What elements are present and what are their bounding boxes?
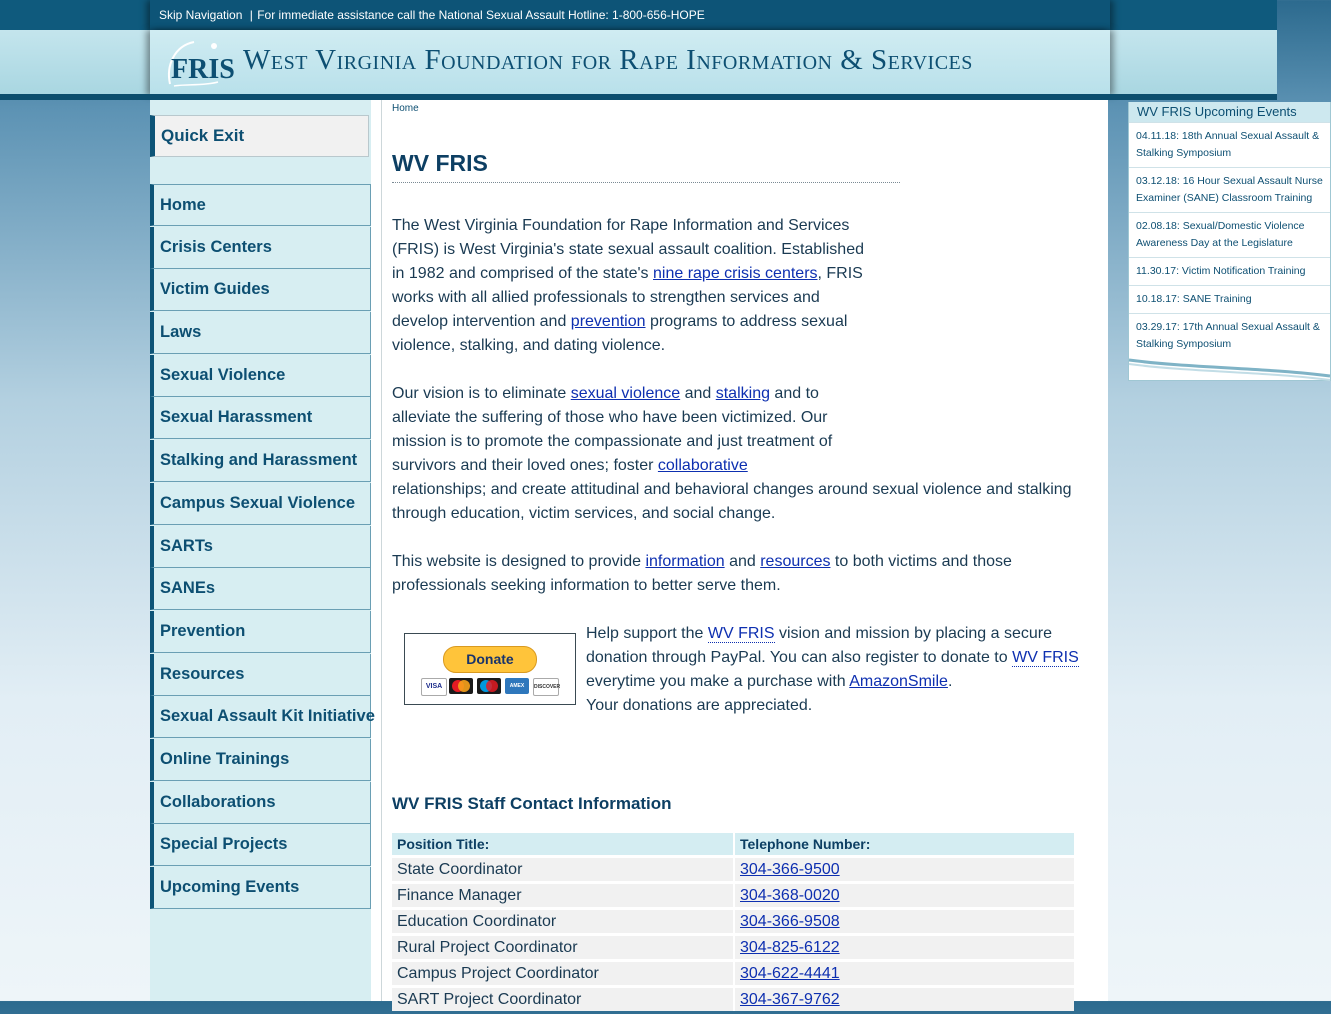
table-row [392, 858, 1074, 881]
phone-link[interactable]: 304-368-0020 [735, 884, 1074, 907]
sidebar-item-campus-sexual-violence[interactable]: Campus Sexual Violence [150, 483, 371, 525]
paypal-donate-widget [404, 633, 576, 705]
main-content [381, 100, 1323, 1008]
staff-contact-table [392, 830, 1074, 1014]
amex-card-icon: AMEX [505, 678, 529, 694]
donations-appreciated-text: Your donations are appreciated. [586, 697, 813, 714]
donate-paragraph [586, 622, 1086, 718]
sidebar-item-upcoming-events[interactable]: Upcoming Events [150, 867, 371, 909]
sidebar-item-sexual-violence[interactable]: Sexual Violence [150, 355, 371, 397]
sidebar-item-resources[interactable]: Resources [150, 654, 371, 696]
stalking-link[interactable]: stalking [715, 385, 770, 402]
hotline-text: For immediate assistance call the National Sexual Assault Hotline: 1-800-656-HOPE [257, 8, 705, 22]
breadcrumb [392, 103, 419, 114]
upcoming-events-panel [1128, 102, 1331, 381]
amazonsmile-link[interactable]: AmazonSmile [849, 673, 948, 690]
table-row [392, 988, 1074, 1011]
event-link[interactable]: 10.18.17: SANE Training [1129, 285, 1330, 313]
website-text-1: This website is designed to provide [392, 553, 646, 570]
wvfris-abbr-1[interactable]: WV FRIS [707, 625, 775, 642]
wvfris-abbr-2[interactable]: WV FRIS [1012, 649, 1079, 666]
site-header [150, 30, 1110, 96]
table-row [392, 962, 1074, 985]
top-notice-bar [150, 0, 1110, 30]
discover-card-icon: DISCOVER [533, 678, 559, 696]
maestro-card-icon [477, 678, 501, 694]
sidebar-item-sexual-harassment[interactable]: Sexual Harassment [150, 397, 371, 439]
sidebar-item-special-projects[interactable]: Special Projects [150, 824, 371, 866]
staff-table-header-row [392, 833, 1074, 855]
intro-text-1: The West Virginia Foundation for Rape Information and Services (FRIS) is West Virginia's state sexual assault coalition. Established in 1982 and comprised of the state's [392, 217, 864, 282]
sidebar-item-crisis-centers[interactable]: Crisis Centers [150, 227, 371, 269]
vision-text-2: and [680, 385, 716, 402]
sidebar-nav [150, 184, 375, 910]
position-cell: State Coordinator [392, 858, 733, 881]
phone-link[interactable]: 304-367-9762 [735, 988, 1074, 1011]
visa-card-icon: VISA [421, 678, 447, 696]
donate-text-2: vision and mission by placing a secure donation through PayPal. You can also register to donate to [586, 625, 1053, 666]
sidebar-item-prevention[interactable]: Prevention [150, 611, 371, 653]
table-row [392, 910, 1074, 933]
sidebar-item-victim-guides[interactable]: Victim Guides [150, 269, 371, 311]
phone-link[interactable]: 304-366-9508 [735, 910, 1074, 933]
sexual-violence-link[interactable]: sexual violence [570, 385, 681, 402]
position-cell: SART Project Coordinator [392, 988, 733, 1011]
sidebar-item-sanes[interactable]: SANEs [150, 568, 371, 610]
vision-text-3: and to alleviate the suffering of those who have been victimized. Our mission is to promote the compassionate and just treatment of survivors and their loved ones; foster [392, 385, 833, 474]
phone-link[interactable]: 304-366-9500 [735, 858, 1074, 881]
position-cell: Finance Manager [392, 884, 733, 907]
donate-text-1: Help support the [586, 625, 708, 642]
sidebar-item-sarts[interactable]: SARTs [150, 526, 371, 568]
sidebar-item-laws[interactable]: Laws [150, 312, 371, 354]
crisis-centers-link[interactable]: nine rape crisis centers [653, 265, 818, 282]
vision-paragraph [392, 382, 1082, 526]
mastercard-icon [449, 678, 473, 694]
breadcrumb-home-link[interactable]: Home [392, 103, 419, 114]
page-container [150, 100, 1323, 1008]
vision-text-1: Our vision is to eliminate [392, 385, 571, 402]
position-cell: Rural Project Coordinator [392, 936, 733, 959]
table-row [392, 936, 1074, 959]
sidebar [150, 100, 375, 1001]
resources-link[interactable]: resources [760, 553, 831, 570]
sidebar-item-home[interactable]: Home [150, 184, 371, 226]
separator: | [249, 8, 253, 22]
sidebar-item-stalking-and-harassment[interactable]: Stalking and Harassment [150, 440, 371, 482]
page-title: WV FRIS [392, 150, 900, 183]
website-text-2: and [724, 553, 761, 570]
fris-logo[interactable] [164, 36, 235, 90]
event-link[interactable]: 03.29.17: 17th Annual Sexual Assault & Stalking Symposium [1129, 313, 1330, 358]
event-link[interactable]: 04.11.18: 18th Annual Sexual Assault & Stalking Symposium [1129, 122, 1330, 167]
phone-link[interactable]: 304-622-4441 [735, 962, 1074, 985]
information-link[interactable]: information [645, 553, 725, 570]
phone-column-header: Telephone Number: [735, 833, 1074, 855]
logo-wordmark: FRIS [171, 54, 235, 85]
phone-link[interactable]: 304-825-6122 [735, 936, 1074, 959]
site-title: West Virginia Foundation for Rape Information & Services [243, 44, 973, 76]
intro-text-3: programs to address sexual violence, stalking, and dating violence. [392, 313, 848, 354]
position-cell: Education Coordinator [392, 910, 733, 933]
website-paragraph [392, 550, 1032, 598]
events-panel-curve [1129, 358, 1330, 380]
intro-paragraph [392, 214, 870, 358]
paypal-donate-button[interactable]: Donate [443, 646, 537, 673]
donate-text-4: . [947, 673, 953, 690]
donate-text-3: everytime you make a purchase with [586, 673, 850, 690]
prevention-link[interactable]: prevention [570, 313, 646, 330]
sidebar-item-online-trainings[interactable]: Online Trainings [150, 739, 371, 781]
intro-text-2: , FRIS works with all allied professionals to strengthen services and develop intervention and [392, 265, 863, 330]
collaborative-link[interactable]: collaborative [657, 457, 748, 474]
website-text-3: to both victims and those professionals seeking information to better serve them. [392, 553, 1012, 594]
vision-text-4: relationships; and create attitudinal and behavioral changes around sexual violence and stalking through education, victim services, and social change. [392, 481, 1072, 522]
event-link[interactable]: 03.12.18: 16 Hour Sexual Assault Nurse Examiner (SANE) Classroom Training [1129, 167, 1330, 212]
quick-exit-button[interactable]: Quick Exit [150, 115, 369, 157]
position-cell: Campus Project Coordinator [392, 962, 733, 985]
skip-navigation-link[interactable]: Skip Navigation [159, 8, 243, 22]
position-column-header: Position Title: [392, 833, 733, 855]
sidebar-item-sexual-assault-kit-initiative[interactable]: Sexual Assault Kit Initiative [150, 696, 371, 738]
event-link[interactable]: 11.30.17: Victim Notification Training [1129, 257, 1330, 285]
table-row [392, 884, 1074, 907]
upcoming-events-title: WV FRIS Upcoming Events [1129, 102, 1330, 122]
sidebar-item-collaborations[interactable]: Collaborations [150, 782, 371, 824]
staff-contact-heading: WV FRIS Staff Contact Information [392, 794, 672, 813]
event-link[interactable]: 02.08.18: Sexual/Domestic Violence Awareness Day at the Legislature [1129, 212, 1330, 257]
